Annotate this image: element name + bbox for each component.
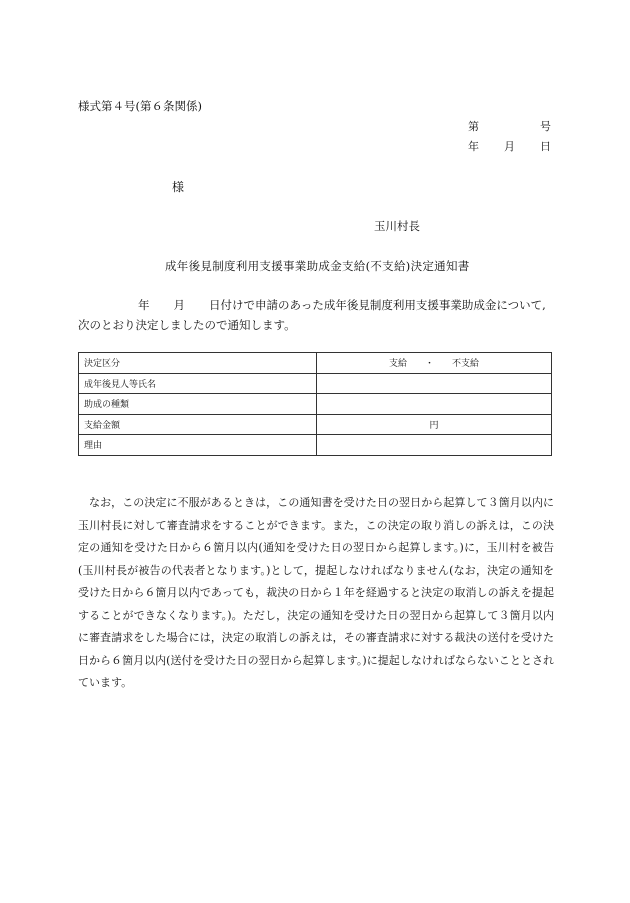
date-year: 年	[468, 140, 479, 153]
row-value	[317, 394, 552, 415]
table-row	[79, 353, 552, 374]
intro-month: 月	[173, 298, 185, 312]
document-title: 成年後見制度利用支援事業助成金支給(不支給)決定通知書	[165, 259, 470, 273]
intro-line-1-text: 日付けで申請のあった成年後見制度利用支援事業助成金について,	[209, 298, 546, 312]
row-value	[317, 373, 552, 394]
row-label: 助成の種類	[79, 394, 317, 415]
row-value: 支給 ・ 不支給	[317, 353, 552, 374]
appeal-notice-paragraph: なお，この決定に不服があるときは，この通知書を受けた日の翌日から起算して３箇月以内に玉川村長に対して審査請求をすることができます。また，この決定の取り消しの訴えは，この決定の通知を受けた日から６箇月以内(通知を受けた日の翌日から起算します。)に，玉川村を被告(玉川村長が被告の代表者となります。)として，提起しなければなりません(なお，決定の通知を受けた日から６箇月以内であっても，裁決の日から１年を経過すると決定の取消しの訴えを提起することができなくなります。)。ただし，決定の通知を受けた日の翌日から起算して３箇月以内に審査請求をした場合には，決定の取消しの訴えは，その審査請求に対する裁決の送付を受けた日から６箇月以内(送付を受けた日の翌日から起算します。)に提起しなければならないこととされています。	[78, 496, 554, 689]
intro-line-1	[78, 295, 558, 315]
row-value: 円	[317, 414, 552, 435]
doc-no-prefix: 第	[468, 120, 479, 133]
row-label: 支給金額	[79, 414, 317, 435]
form-number: 様式第４号(第６条関係)	[78, 99, 202, 113]
row-label: 理由	[79, 435, 317, 456]
intro-line-2: 次のとおり決定しましたので通知します。	[78, 318, 296, 332]
recipient-honorific: 様	[172, 180, 185, 194]
row-value	[317, 435, 552, 456]
table-row	[79, 414, 552, 435]
row-label: 決定区分	[79, 353, 317, 374]
table-row	[79, 373, 552, 394]
issuer-name: 玉川村長	[374, 219, 420, 233]
doc-no-suffix: 号	[540, 120, 551, 133]
decision-table	[78, 352, 552, 456]
intro-year: 年	[138, 298, 150, 312]
row-label: 成年後見人等氏名	[79, 373, 317, 394]
date-day: 日	[540, 140, 551, 153]
date-month: 月	[504, 140, 515, 153]
table-row	[79, 435, 552, 456]
table-row	[79, 394, 552, 415]
intro-paragraph	[78, 295, 558, 335]
